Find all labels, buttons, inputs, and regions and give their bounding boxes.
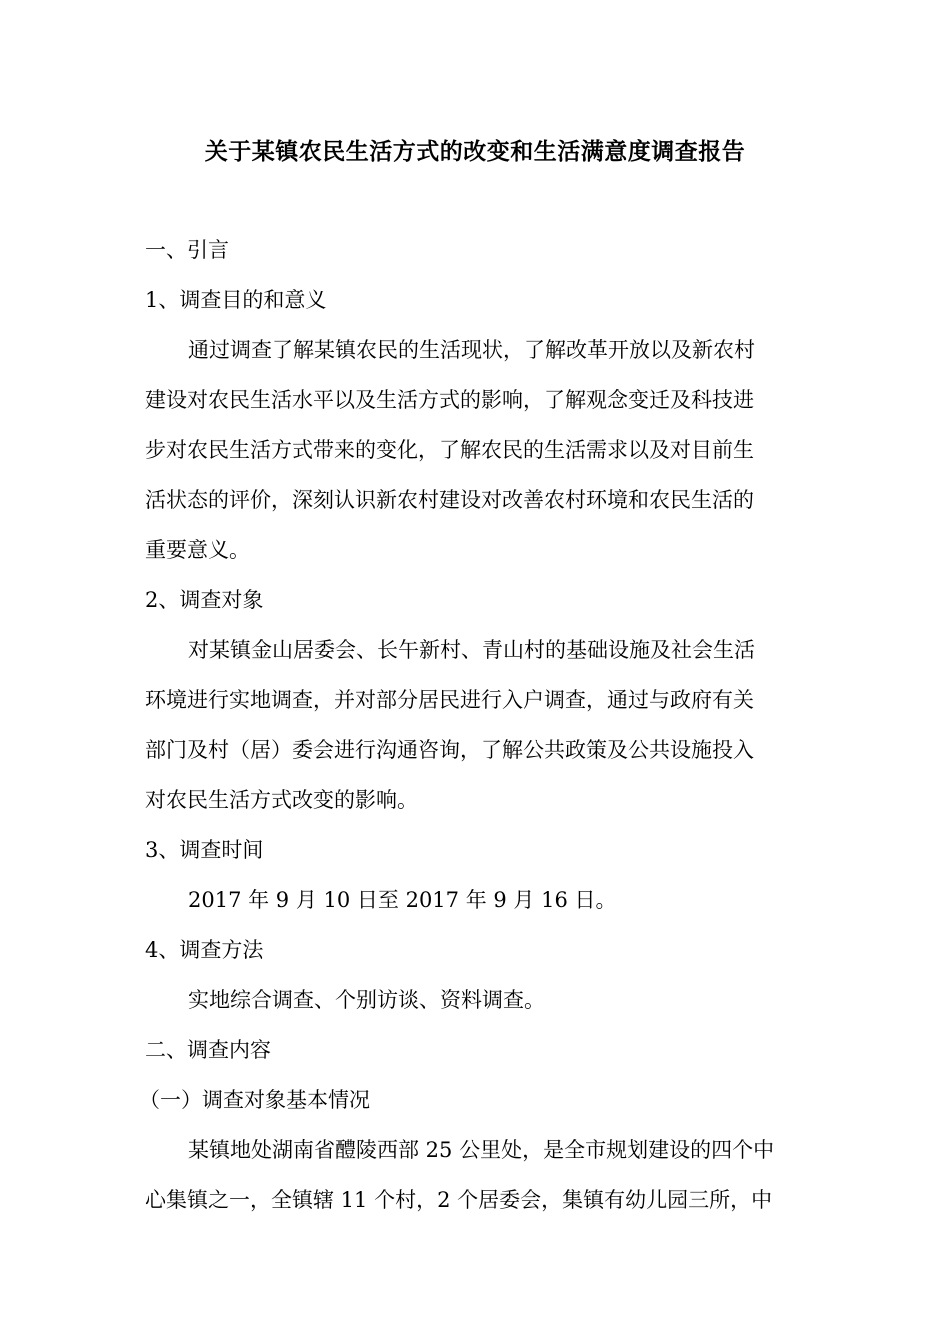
text-line: 对某镇金山居委会、长午新村、青山村的基础设施及社会生活 xyxy=(188,638,755,662)
text-line: 重要意义。 xyxy=(145,538,250,562)
text-line: 环境进行实地调查，并对部分居民进行入户调查，通过与政府有关 xyxy=(145,688,754,712)
text-line: 4、调查方法 xyxy=(145,938,264,962)
text-line: 对农民生活方式改变的影响。 xyxy=(145,788,418,812)
text-line: 一、引言 xyxy=(145,238,229,262)
text-line: （一）调查对象基本情况 xyxy=(139,1088,370,1112)
text-line: 3、调查时间 xyxy=(145,838,264,862)
text-line: 二、调查内容 xyxy=(145,1038,271,1062)
text-line: 步对农民生活方式带来的变化，了解农民的生活需求以及对目前生 xyxy=(145,438,754,462)
text-line: 活状态的评价，深刻认识新农村建设对改善农村环境和农民生活的 xyxy=(145,488,754,512)
text-line: 某镇地处湖南省醴陵西部 25 公里处，是全市规划建设的四个中 xyxy=(188,1138,775,1162)
text-line: 心集镇之一，全镇辖 11 个村，2 个居委会，集镇有幼儿园三所，中 xyxy=(145,1188,773,1212)
document-title: 关于某镇农民生活方式的改变和生活满意度调查报告 xyxy=(204,139,746,165)
text-line: 部门及村（居）委会进行沟通咨询，了解公共政策及公共设施投入 xyxy=(145,738,754,762)
text-line: 1、调查目的和意义 xyxy=(145,288,327,312)
text-line: 实地综合调查、个别访谈、资料调查。 xyxy=(188,988,545,1012)
text-line: 2、调查对象 xyxy=(145,588,264,612)
document-body xyxy=(139,225,805,1225)
text-line: 建设对农民生活水平以及生活方式的影响，了解观念变迁及科技进 xyxy=(145,388,754,412)
text-line: 2017 年 9 月 10 日至 2017 年 9 月 16 日。 xyxy=(188,888,617,912)
text-line: 通过调查了解某镇农民的生活现状，了解改革开放以及新农村 xyxy=(188,338,755,362)
